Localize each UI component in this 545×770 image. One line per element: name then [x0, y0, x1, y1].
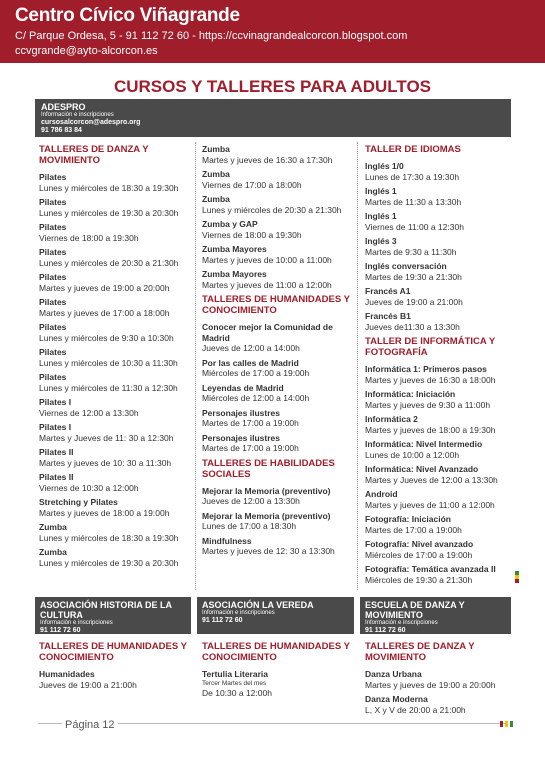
- course-entry: [39, 497, 191, 518]
- course-name: Informática 2: [365, 414, 418, 424]
- course-schedule: Lunes y miércoles de 9:30 a 10:30h: [39, 332, 174, 343]
- column-2: [202, 144, 354, 561]
- course-schedule: Miércoles de 17:00 a 19:00h: [202, 368, 310, 378]
- course-entry: [365, 211, 513, 232]
- course-entry: [202, 669, 354, 698]
- course-name: Pilates: [39, 322, 67, 332]
- course-entry: [39, 322, 191, 343]
- course-name: Humanidades: [39, 669, 95, 679]
- course-entry: [202, 244, 354, 265]
- course-schedule: Martes y Jueves de 11: 30 a 12:30h: [39, 432, 174, 443]
- course-schedule: Martes de 9:30 a 11:30h: [365, 246, 457, 257]
- course-entry: [365, 694, 513, 715]
- adespro-name: ADESPRO: [41, 102, 86, 112]
- section-heading: TALLER DE INFORMÁTICA Y FOTOGRAFÍA: [365, 336, 496, 358]
- divider: [357, 142, 358, 590]
- course-name: Zumba: [202, 169, 230, 179]
- course-name: Conocer mejor la Comunidad de Madrid: [202, 322, 333, 343]
- course-schedule: Martes y jueves de 10:00 a 11:00h: [202, 254, 332, 265]
- course-entry: [39, 547, 191, 568]
- course-name: Zumba Mayores: [202, 244, 267, 254]
- course-entry: [365, 489, 513, 510]
- course-name: Informática: Iniciación: [365, 389, 456, 399]
- course-entry: [39, 272, 191, 293]
- course-schedule: Jueves de 19:00 a 21:00h: [39, 679, 137, 690]
- course-schedule: Viernes de 11:00 a 12:30h: [365, 221, 464, 232]
- course-schedule: Martes de 17:00 a 19:00h: [202, 418, 299, 428]
- course-entry: [365, 564, 513, 585]
- course-name: Fotografía: Iniciación: [365, 514, 451, 524]
- course-schedule: Martes y jueves de 16:30 a 17:30h: [202, 154, 333, 165]
- course-entry: [39, 472, 191, 493]
- course-schedule: Miércoles de 19:30 a 21:30h: [365, 574, 473, 585]
- course-name: Pilates: [39, 347, 67, 357]
- course-name: Pilates: [39, 297, 67, 307]
- adespro-email: cursosalcorcon@adespro.org: [41, 119, 141, 126]
- course-entry: [202, 269, 354, 290]
- course-schedule: Martes y jueves de 11:00 a 12:00h: [202, 279, 332, 290]
- course-entry: [39, 447, 191, 468]
- course-name: Tertulia Literaria: [202, 669, 268, 679]
- course-entry: [39, 347, 191, 368]
- section-heading: TALLER DE IDIOMAS: [365, 144, 461, 155]
- column-1: [39, 144, 191, 572]
- course-schedule: Martes y jueves de 12: 30 a 13:30h: [202, 546, 335, 556]
- section-heading: TALLERES DE HUMANIDADES Y CONOCIMIENTO: [202, 294, 350, 316]
- course-name: Danza Moderna: [365, 694, 428, 704]
- course-name: Pilates: [39, 372, 67, 382]
- course-schedule: Viernes de 18:00 a 19:30h: [202, 229, 302, 240]
- course-name: Por las calles de Madrid: [202, 357, 299, 368]
- course-entry: [365, 514, 513, 535]
- course-entry: [202, 358, 354, 379]
- asociacion-historia-box: [35, 597, 191, 634]
- course-name: Personajes ilustres: [202, 432, 280, 443]
- course-entry: [202, 536, 354, 557]
- course-schedule: Martes y jueves de 9:30 a 11:00h: [365, 399, 491, 410]
- course-entry: [202, 383, 354, 404]
- course-name: Pilates I: [39, 422, 72, 432]
- course-entry: [202, 511, 354, 532]
- course-name: Inglés conversación: [365, 261, 447, 271]
- course-entry: [39, 297, 191, 318]
- course-entry: [365, 439, 513, 460]
- course-entry: [202, 144, 354, 165]
- course-schedule: Martes y Jueves de 12:00 a 13:30h: [365, 474, 498, 485]
- section-heading: TALLERES DE DANZA Y MOVIMIENTO: [365, 641, 475, 663]
- course-entry: [39, 397, 191, 418]
- box-name: ESCUELA DE DANZA Y MOVIMIENTO: [365, 600, 465, 620]
- course-schedule: Viernes de 12:00 a 13:30h: [39, 407, 139, 418]
- course-schedule: Miércoles de 12:00 a 14:00h: [202, 393, 310, 403]
- course-schedule: Martes y jueves de 18:00 a 19:00h: [39, 507, 170, 518]
- course-schedule: Viernes de 17:00 a 18:00h: [202, 179, 302, 190]
- box-sub: Información e inscripciones: [365, 620, 438, 626]
- course-name: Inglés 3: [365, 236, 397, 246]
- course-entry: [39, 222, 191, 243]
- course-entry: [202, 322, 354, 354]
- course-entry: [365, 261, 513, 282]
- course-name: Zumba: [39, 522, 67, 532]
- course-schedule: Lunes y miércoles de 18:30 a 19:30h: [39, 532, 179, 543]
- course-schedule: Lunes y miércoles de 18:30 a 19:30h: [39, 182, 179, 193]
- course-name: Personajes ilustres: [202, 407, 280, 418]
- course-entry: [365, 389, 513, 410]
- section-heading: TALLERES DE HABILIDADES SOCIALES: [202, 457, 335, 480]
- box-name: ASOCIACIÓN LA VEREDA: [202, 600, 314, 610]
- course-name: Pilates: [39, 222, 67, 232]
- course-entry: [39, 669, 191, 690]
- course-name: Informática: Nivel Avanzado: [365, 464, 479, 474]
- course-entry: [365, 464, 513, 485]
- stripe-decoration: [500, 721, 503, 727]
- course-name: Zumba: [202, 144, 230, 154]
- course-entry: [202, 219, 354, 240]
- box-phone: 91 112 72 60: [202, 617, 243, 624]
- course-entry: [202, 194, 354, 215]
- course-schedule: Martes y jueves de 19:00 a 20:00h: [39, 282, 170, 293]
- course-schedule: Jueves de11:30 a 13:30h: [365, 321, 460, 332]
- course-entry: [39, 372, 191, 393]
- course-entry: [39, 422, 191, 443]
- course-schedule: Viernes de 18:00 a 19:30h: [39, 232, 139, 243]
- section-heading: TALLERES DE HUMANIDADES Y CONOCIMIENTO: [202, 641, 350, 663]
- course-entry: [365, 186, 513, 207]
- course-name: Pilates: [39, 247, 67, 257]
- center-title: Centro Cívico Viñagrande: [15, 5, 240, 26]
- course-schedule: Lunes y miércoles de 19:30 a 20:30h: [39, 207, 179, 218]
- course-entry: [365, 414, 513, 435]
- course-schedule: Martes de 19:30 a 21:30h: [365, 271, 462, 282]
- course-schedule: Jueves de 19:00 a 21:00h: [365, 296, 463, 307]
- course-name: Informática: Nivel Intermedio: [365, 439, 483, 449]
- course-name: Pilates: [39, 272, 67, 282]
- course-name: Mejorar la Memoria (preventivo): [202, 485, 331, 496]
- course-schedule: Lunes y miércoles de 20:30 a 21:30h: [202, 204, 342, 215]
- email-line: ccvgrande@ayto-alcorcon.es: [15, 45, 158, 57]
- course-entry: [365, 236, 513, 257]
- course-name: Leyendas de Madrid: [202, 382, 284, 393]
- flag-decoration: [515, 579, 519, 583]
- section-heading: TALLERES DE HUMANIDADES Y CONOCIMIENTO: [39, 641, 187, 663]
- course-name: Zumba y GAP: [202, 219, 258, 229]
- course-schedule: Martes y jueves de 16:30 a 18:00h: [365, 374, 496, 385]
- column-3: [365, 144, 513, 589]
- header-banner: [0, 0, 545, 63]
- course-schedule: Lunes y miércoles de 19:30 a 20:30h: [39, 557, 179, 568]
- course-name: Danza Urbana: [365, 669, 422, 679]
- course-name: Inglés 1: [365, 186, 397, 196]
- adespro-box: [35, 99, 511, 137]
- course-entry: [365, 286, 513, 307]
- course-name: Pilates: [39, 172, 67, 182]
- course-name: Stretching y Pilates: [39, 497, 118, 507]
- course-schedule: L, X y V de 20:00 a 21:00h: [365, 704, 466, 715]
- course-entry: [39, 172, 191, 193]
- course-name: Francés A1: [365, 286, 411, 296]
- course-entry: [39, 522, 191, 543]
- course-note: Tercer Martes del mes: [202, 679, 267, 687]
- course-name: Pilates II: [39, 447, 74, 457]
- course-name: Informática 1: Primeros pasos: [365, 364, 487, 374]
- course-schedule: Martes y jueves de 10: 30 a 11:30h: [39, 457, 172, 468]
- course-name: Pilates II: [39, 472, 74, 482]
- course-name: Fotografía: Temática avanzada II: [365, 564, 496, 574]
- page-title: CURSOS Y TALLERES PARA ADULTOS: [113, 77, 432, 96]
- course-schedule: Miércoles de 17:00 a 19:00h: [365, 549, 473, 560]
- course-schedule: Lunes y miércoles de 11:30 a 12:30h: [39, 382, 178, 393]
- course-name: Zumba Mayores: [202, 269, 267, 279]
- box-phone: 91 112 72 60: [40, 627, 81, 634]
- course-schedule: Lunes y miércoles de 10:30 a 11:30h: [39, 357, 178, 368]
- course-name: Inglés 1: [365, 211, 397, 221]
- course-name: Inglés 1/0: [365, 161, 404, 171]
- course-entry: [365, 669, 513, 690]
- course-schedule: Martes de 17:00 a 19:00h: [202, 443, 299, 453]
- course-entry: [365, 311, 513, 332]
- course-entry: [202, 486, 354, 507]
- page-number: Página 12: [62, 719, 118, 731]
- course-entry: [202, 408, 354, 429]
- course-name: Pilates I: [39, 397, 72, 407]
- course-schedule: Lunes de 17:30 a 19:30h: [365, 171, 460, 182]
- asociacion-vereda-box: [197, 597, 354, 634]
- box-phone: 91 112 72 60: [365, 627, 406, 634]
- box-sub: Información e inscripciones: [202, 610, 275, 616]
- course-schedule: Lunes de 10:00 a 12:00h: [365, 449, 460, 460]
- adespro-phone: 91 786 83 84: [41, 127, 82, 134]
- course-schedule: De 10:30 a 12:00h: [202, 687, 272, 698]
- course-entry: [365, 539, 513, 560]
- course-entry: [39, 247, 191, 268]
- bottom-column-3: [365, 641, 513, 719]
- section-heading: TALLERES DE DANZA Y MOVIMIENTO: [39, 144, 149, 166]
- course-schedule: Lunes y miércoles de 20:30 a 21:30h: [39, 257, 179, 268]
- course-entry: [39, 197, 191, 218]
- box-sub: Información e inscripciones: [40, 620, 113, 626]
- course-name: Fotografía: Nivel avanzado: [365, 539, 474, 549]
- course-name: Zumba: [39, 547, 67, 557]
- course-schedule: Martes y jueves de 18:00 a 19:30h: [365, 424, 496, 435]
- course-schedule: Lunes de 17:00 a 18:30h: [202, 521, 297, 531]
- course-name: Francés B1: [365, 311, 411, 321]
- bottom-column-2: [202, 641, 354, 702]
- stripe-decoration: [505, 721, 508, 727]
- course-name: Pilates: [39, 197, 67, 207]
- stripe-decoration: [510, 721, 513, 727]
- course-schedule: Martes y jueves de 19:00 a 20:00h: [365, 679, 496, 690]
- divider: [195, 142, 196, 590]
- course-name: Mindfulness: [202, 535, 252, 546]
- course-entry: [365, 364, 513, 385]
- course-name: Android: [365, 489, 398, 499]
- course-schedule: Martes y jueves de 17:00 a 18:00h: [39, 307, 170, 318]
- course-schedule: Martes y jueves de 11:00 a 12:00h: [365, 499, 495, 510]
- course-entry: [202, 433, 354, 454]
- course-name: Zumba: [202, 194, 230, 204]
- course-schedule: Viernes de 10:30 a 12:00h: [39, 482, 139, 493]
- course-entry: [365, 161, 513, 182]
- escuela-danza-box: [360, 597, 511, 634]
- course-entry: [202, 169, 354, 190]
- course-schedule: Jueves de 12:00 a 13:30h: [202, 496, 300, 506]
- adespro-sub: Información e inscripciones: [41, 112, 114, 118]
- course-schedule: Jueves de 12:00 a 14:00h: [202, 343, 300, 353]
- box-name: ASOCIACIÓN HISTORIA DE LA CULTURA: [40, 600, 172, 620]
- contact-line: C/ Parque Ordesa, 5 - 91 112 72 60 - https://ccvinagrandealcorcon.blogspot.com: [15, 30, 408, 42]
- bottom-column-1: [39, 641, 191, 694]
- course-schedule: Martes de 17:00 a 19:00h: [365, 524, 462, 535]
- course-name: Mejorar la Memoria (preventivo): [202, 510, 331, 521]
- course-schedule: Martes de 11:30 a 13:30h: [365, 196, 462, 207]
